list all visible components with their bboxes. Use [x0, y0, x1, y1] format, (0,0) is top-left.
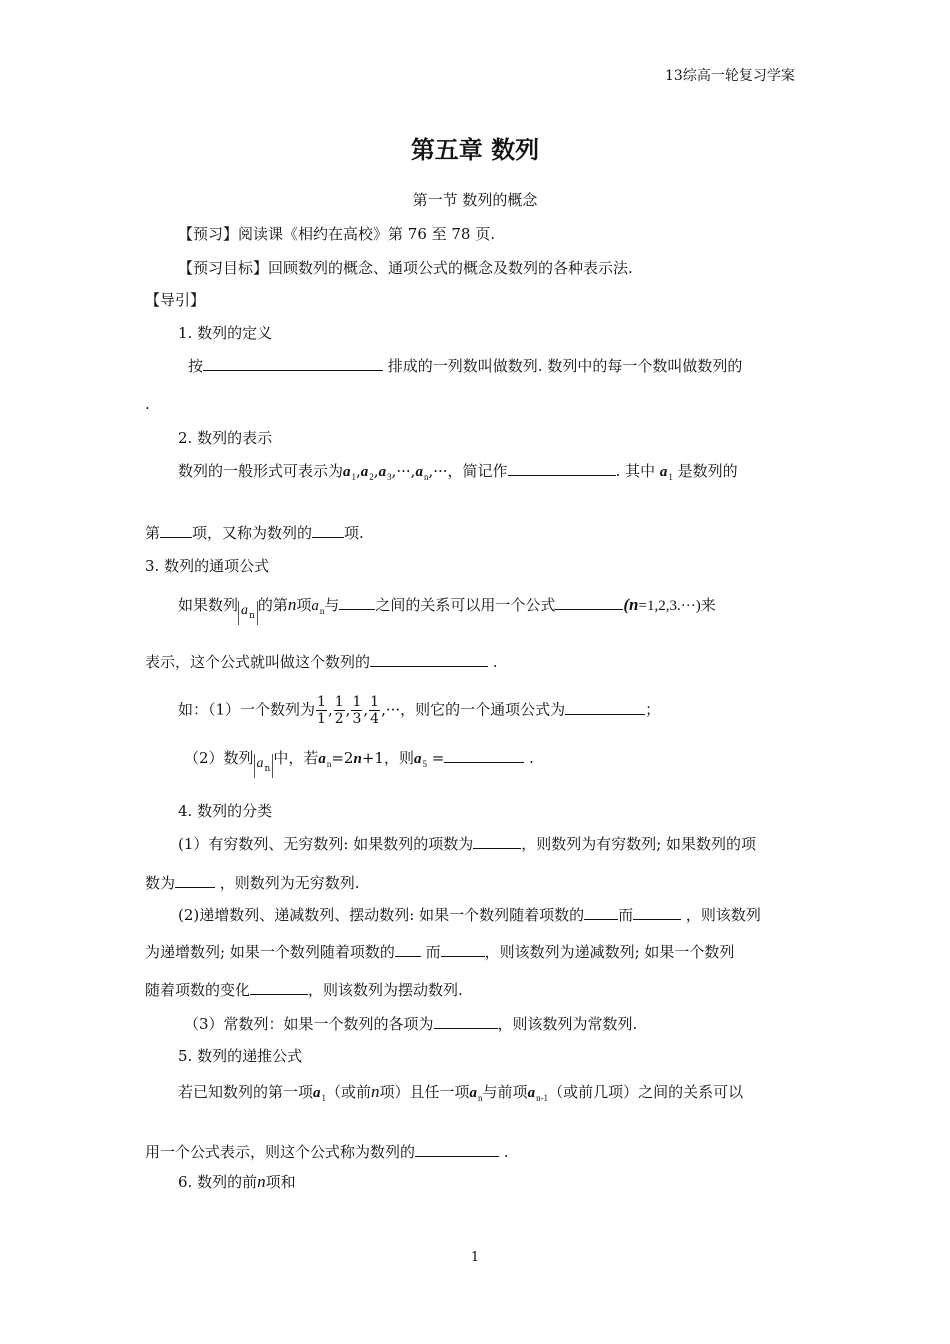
text: ； [645, 700, 661, 719]
text: 与前项 [482, 1083, 528, 1101]
text: ，简记作 [447, 462, 508, 480]
chapter-title: 第五章 数列 [410, 136, 540, 164]
text: 6. 数列的前 [178, 1173, 258, 1191]
section-6-heading [178, 1172, 296, 1192]
fraction-1-4: $\frac{1}{4}$ [370, 694, 380, 727]
math-eq: = [426, 749, 445, 767]
text: (2)递增数列、递减数列、摆动数列: 如果一个数列随着项数的 [178, 906, 585, 924]
comma: , [391, 462, 397, 480]
text: 项 [296, 596, 312, 614]
section-5-heading: 5. 数列的递推公式 [178, 1047, 303, 1065]
text: ，则 [383, 749, 414, 767]
text: 来 [700, 596, 716, 614]
fill-blank[interactable] [434, 1014, 498, 1029]
finite-infinite-continuation [145, 873, 360, 893]
text: . [499, 1143, 509, 1161]
text: 若已知数列的第一项 [178, 1083, 314, 1101]
preview-goal-line: 【预习目标】回顾数列的概念、通项公式的概念及数列的各种表示法. [178, 259, 633, 277]
fill-blank[interactable] [633, 905, 681, 920]
math-plus-one: +1 [361, 749, 384, 767]
ellipsis: ··· [433, 462, 448, 480]
math-a1: $a_1$ [343, 464, 357, 482]
comma: , [363, 700, 369, 719]
comma: , [410, 462, 416, 480]
fill-blank[interactable] [444, 748, 524, 763]
text: . [145, 395, 150, 413]
text: ，则该数列为常数列. [497, 1015, 638, 1033]
text: 项和 [265, 1173, 296, 1191]
math-n: n [287, 595, 297, 614]
text: （3）常数列：如果一个数列的各项为 [184, 1015, 434, 1033]
text: 而 [618, 906, 634, 924]
example-2-line [184, 748, 534, 778]
text: ，则该数列为摆动数列. [308, 981, 463, 999]
math-a1: $a_1$ [659, 464, 673, 482]
fill-blank[interactable] [441, 942, 485, 957]
fraction-1-1: $\frac{1}{1}$ [317, 694, 326, 727]
text: . [524, 749, 534, 767]
text: 的第 [257, 596, 288, 614]
fill-blank[interactable] [250, 980, 308, 995]
page-number: 1 [470, 1250, 480, 1265]
section-title: 第一节 数列的概念 [412, 191, 538, 209]
fraction-1-3: $\frac{1}{3}$ [352, 694, 362, 727]
text: 中，若 [273, 749, 319, 767]
text: 第 [145, 524, 161, 542]
definition-continuation [145, 394, 150, 414]
fill-blank[interactable] [508, 461, 616, 476]
general-form-line [178, 461, 738, 487]
fill-blank[interactable] [160, 523, 192, 538]
math-a1: $a_1$ [313, 1085, 327, 1103]
text: 表示，这个公式就叫做这个数列的 [145, 653, 371, 671]
text: 项，又称为数列的 [192, 524, 313, 542]
text: 项）且任一项 [379, 1083, 470, 1101]
comma: , [345, 700, 351, 719]
text: 之间的关系可以用一个公式 [375, 596, 556, 614]
example-1-line [178, 694, 660, 727]
text: 如：（1）一个数列为 [178, 700, 316, 719]
text: (1）有穷数列、无穷数列: 如果数列的项数为 [178, 835, 474, 853]
fill-blank[interactable] [565, 700, 645, 715]
text: 是数列的 [677, 462, 738, 480]
math-n: n [257, 1172, 266, 1191]
fill-blank[interactable] [370, 652, 488, 667]
comma: , [373, 462, 379, 480]
general-term-continuation [145, 652, 498, 672]
math-a3: $a_3$ [378, 464, 392, 482]
recurrence-line [178, 1082, 743, 1108]
math-a5: $a_5$ [413, 751, 427, 769]
text: （2）数列 [184, 749, 254, 767]
guide-label: 【导引】 [145, 291, 206, 309]
section-2-heading: 2. 数列的表示 [178, 429, 273, 447]
text: 按 [188, 357, 204, 375]
recurrence-continuation [145, 1142, 509, 1162]
text: 项. [344, 524, 364, 542]
ellipsis: ··· [396, 462, 411, 480]
preview-line: 【预习】阅读课《相约在高校》第 76 至 78 页. [178, 225, 496, 243]
fill-blank[interactable] [555, 595, 623, 610]
finite-infinite-line [178, 834, 756, 854]
fill-blank[interactable] [473, 834, 521, 849]
fill-blank[interactable] [584, 905, 618, 920]
comma: , [356, 462, 361, 480]
math-set-an: $a_n$ [254, 754, 274, 778]
fill-blank[interactable] [415, 1142, 499, 1157]
fill-blank[interactable] [395, 942, 421, 957]
section-1-heading: 1. 数列的定义 [178, 324, 273, 342]
text: ，则数列为有穷数列; 如果数列的项 [521, 835, 757, 853]
text: ,···，则它的一个通项公式为 [381, 700, 566, 719]
comma: , [327, 700, 333, 719]
math-an: $a_n$ [469, 1085, 483, 1103]
first-term-line [145, 523, 364, 543]
fraction-1-2: $\frac{1}{2}$ [334, 694, 344, 727]
text: . [488, 653, 498, 671]
text: ，则该数列为递减数列; 如果一个数列 [484, 943, 735, 961]
text: 与 [324, 596, 340, 614]
math-an: $a_n$ [318, 751, 332, 769]
definition-line [188, 356, 742, 376]
monotonic-line-1 [178, 905, 761, 925]
math-paren-n: (n [623, 595, 639, 614]
text: ，则数列为无穷数列. [215, 874, 360, 892]
text: 为递增数列; 如果一个数列随着项数的 [145, 943, 395, 961]
monotonic-line-2 [145, 942, 734, 962]
text: . 其中 [615, 462, 656, 480]
section-4-heading: 4. 数列的分类 [178, 802, 273, 820]
text: ，则该数列 [681, 906, 761, 924]
math-an-minus-1: $a_{n-1}$ [527, 1085, 549, 1103]
text: 而 [420, 943, 441, 961]
text: （或前几项）之间的关系可以 [548, 1083, 744, 1101]
constant-sequence-line [184, 1014, 637, 1034]
fill-blank[interactable] [339, 595, 375, 610]
document-header-label: 13综高一轮复习学案 [665, 68, 795, 84]
fill-blank[interactable] [175, 873, 215, 888]
math-an: $a_n$ [311, 598, 325, 616]
math-eq: =2 [331, 749, 354, 767]
math-n: n [371, 1082, 380, 1101]
text: （或前 [326, 1083, 372, 1101]
comma: , [428, 462, 434, 480]
text: 数为 [145, 874, 176, 892]
text: 随着项数的变化 [145, 981, 251, 999]
math-n: n [353, 751, 362, 767]
fill-blank[interactable] [312, 523, 344, 538]
text: 用一个公式表示，则这个公式称为数列的 [145, 1143, 416, 1161]
math-range: =1,2,3.···) [638, 598, 701, 614]
text: 排成的一列数叫做数列. 数列中的每一个数叫做数列的 [383, 357, 743, 375]
general-term-line [178, 595, 716, 625]
math-set-an: $a_n$ [238, 601, 258, 625]
monotonic-line-3 [145, 980, 463, 1000]
section-3-heading: 3. 数列的通项公式 [145, 557, 270, 575]
fill-blank[interactable] [203, 356, 383, 371]
math-a2: $a_2$ [360, 464, 374, 482]
math-an: $a_n$ [415, 464, 429, 482]
text: 数列的一般形式可表示为 [178, 462, 344, 480]
text: 如果数列 [178, 596, 239, 614]
